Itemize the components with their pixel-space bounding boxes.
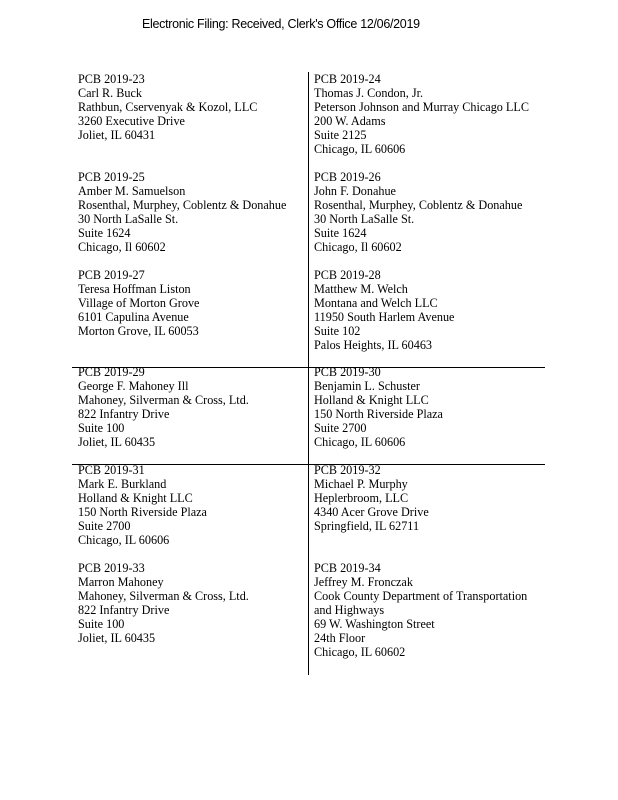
address-line: Chicago, Il 60602 [314,240,402,254]
case-number: PCB 2019-30 [314,365,381,379]
address-line: Suite 2700 [78,519,131,533]
service-entry [78,72,257,142]
address-line: Mahoney, Silverman & Cross, Ltd. [78,393,249,407]
address-line: Cook County Department of Transportation [314,589,528,603]
service-entry [78,268,199,338]
address-line: Chicago, Il 60602 [78,240,166,254]
address-line: 3260 Executive Drive [78,114,185,128]
address-line: Suite 1624 [314,226,367,240]
address-line: Rathbun, Cservenyak & Kozol, LLC [78,100,258,114]
service-entry [78,561,249,645]
case-number: PCB 2019-34 [314,561,381,575]
address-line: Suite 100 [78,617,125,631]
case-number: PCB 2019-24 [314,72,381,86]
address-line: Chicago, IL 60606 [78,533,170,547]
address-line: 69 W. Washington Street [314,617,435,631]
address-line: and Highways [314,603,385,617]
case-number: PCB 2019-33 [78,561,145,575]
address-line: Springfield, IL 62711 [314,519,420,533]
address-line: 150 North Riverside Plaza [314,407,443,421]
case-number: PCB 2019-26 [314,170,381,184]
case-number: PCB 2019-31 [78,463,145,477]
address-line: Amber M. Samuelson [78,184,186,198]
address-line: Joliet, IL 60431 [78,128,156,142]
address-line: 822 Infantry Drive [78,603,170,617]
address-line: 822 Infantry Drive [78,407,170,421]
column-divider [308,72,309,675]
service-entry [314,268,454,352]
case-number: PCB 2019-29 [78,365,145,379]
address-line: 30 North LaSalle St. [314,212,415,226]
address-line: Teresa Hoffman Liston [78,282,191,296]
address-line: Village of Morton Grove [78,296,200,310]
address-line: Suite 102 [314,324,361,338]
address-line: 4340 Acer Grove Drive [314,505,429,519]
case-number: PCB 2019-25 [78,170,145,184]
address-line: Suite 2700 [314,421,367,435]
address-line: Jeffrey M. Fronczak [314,575,413,589]
address-line: Benjamin L. Schuster [314,379,420,393]
address-line: Mahoney, Silverman & Cross, Ltd. [78,589,249,603]
address-line: Chicago, IL 60606 [314,435,406,449]
service-entry [314,170,522,254]
case-number: PCB 2019-32 [314,463,381,477]
address-line: Joliet, IL 60435 [78,435,156,449]
address-line: Suite 100 [78,421,125,435]
address-line: Thomas J. Condon, Jr. [314,86,424,100]
address-line: Matthew M. Welch [314,282,408,296]
service-entry [78,463,207,547]
address-line: Michael P. Murphy [314,477,408,491]
address-line: Carl R. Buck [78,86,142,100]
address-line: Suite 1624 [78,226,131,240]
address-line: Montana and Welch LLC [314,296,438,310]
address-line: 200 W. Adams [314,114,386,128]
address-line: Chicago, IL 60606 [314,142,406,156]
address-line: Marron Mahoney [78,575,164,589]
service-entry [314,72,529,156]
case-number: PCB 2019-27 [78,268,145,282]
address-line: 24th Floor [314,631,366,645]
address-line: Holland & Knight LLC [314,393,429,407]
address-line: Rosenthal, Murphey, Coblentz & Donahue [314,198,523,212]
service-entry [314,463,429,533]
address-line: Chicago, IL 60602 [314,645,406,659]
address-line: 6101 Capulina Avenue [78,310,189,324]
service-entry [78,170,286,254]
service-entry [314,561,527,659]
address-line: Mark E. Burkland [78,477,167,491]
address-line: John F. Donahue [314,184,396,198]
address-line: Holland & Knight LLC [78,491,193,505]
filing-stamp-header: Electronic Filing: Received, Clerk's Office 12/06/2019 [142,17,420,31]
address-line: George F. Mahoney Ill [78,379,189,393]
service-entry [314,365,443,449]
address-line: Rosenthal, Murphey, Coblentz & Donahue [78,198,287,212]
address-line: Heplerbroom, LLC [314,491,409,505]
address-line: Palos Heights, IL 60463 [314,338,433,352]
address-line: Peterson Johnson and Murray Chicago LLC [314,100,529,114]
case-number: PCB 2019-28 [314,268,381,282]
address-line: 150 North Riverside Plaza [78,505,207,519]
case-number: PCB 2019-23 [78,72,145,86]
address-line: Joliet, IL 60435 [78,631,156,645]
service-entry [78,365,249,449]
address-line: 11950 South Harlem Avenue [314,310,455,324]
address-line: Morton Grove, IL 60053 [78,324,199,338]
address-line: Suite 2125 [314,128,367,142]
address-line: 30 North LaSalle St. [78,212,179,226]
